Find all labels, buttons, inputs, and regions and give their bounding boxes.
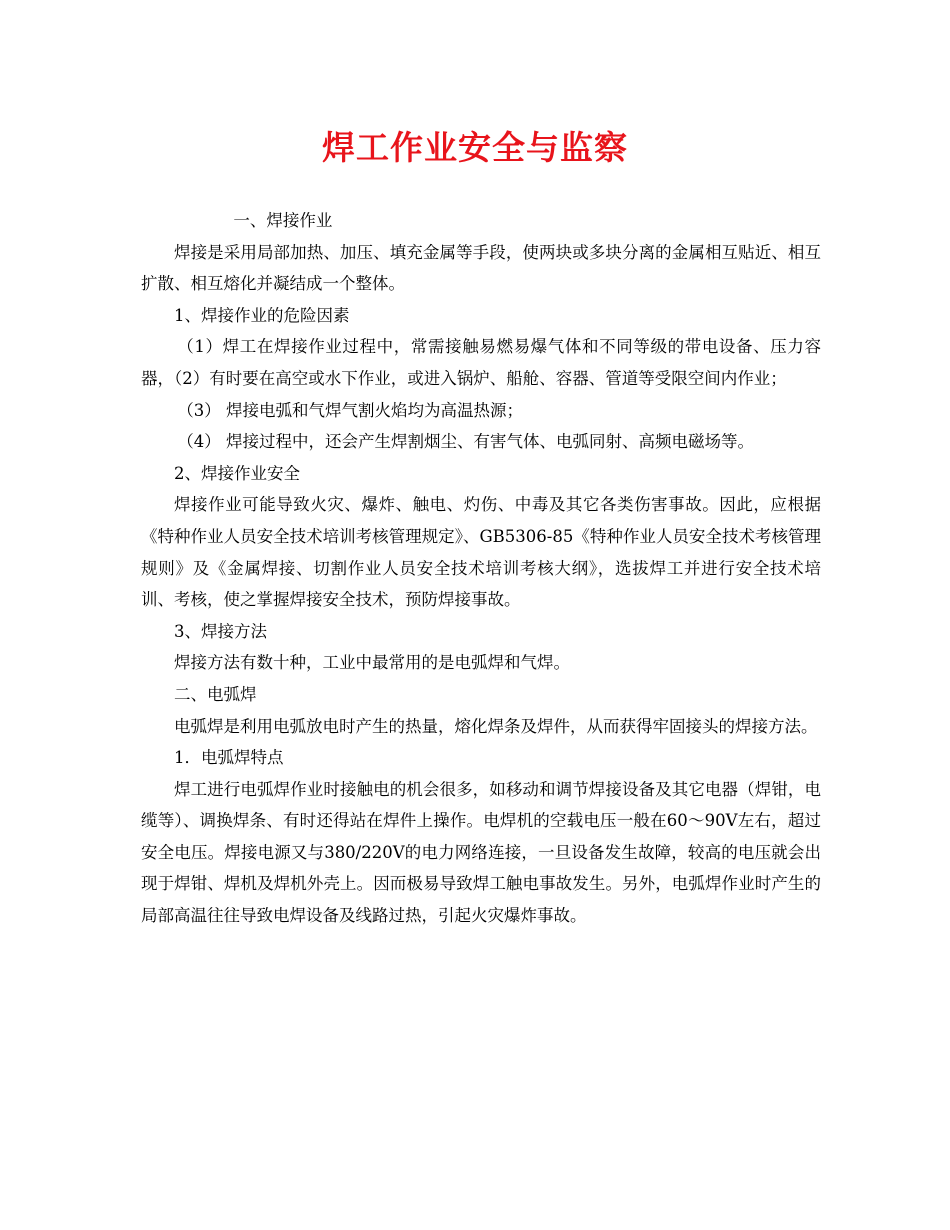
- document-title: 焊工作业安全与监察: [322, 128, 628, 167]
- paragraph-hazard-4: （4） 焊接过程中，还会产生焊割烟尘、有害气体、电弧同射、高频电磁场等。: [177, 432, 755, 452]
- paragraph-welding-safety: 焊接作业可能导致火灾、爆炸、触电、灼伤、中毒及其它各类伤害事故。因此，应根据《特种作业人员安全技术培训考核管理规定》、GB5306-85《特种作业人员安全技术考核管理规则》及《金属焊接、切割作业人员安全技术培训考核大纲》，选拔焊工并进行安全技术培训、考核，使之掌握焊接安全技术，预防焊接事故。: [141, 495, 821, 610]
- paragraph-arc-welding-definition: 电弧焊是利用电弧放电时产生的热量，熔化焊条及焊件，从而获得牢固接头的焊接方法。: [174, 716, 818, 736]
- subheading-hazard-factors: 1、焊接作业的危险因素: [174, 305, 350, 325]
- paragraph-welding-definition: 焊接是采用局部加热、加压、填充金属等手段，使两块或多块分离的金属相互贴近、相互扩散、相互熔化并凝结成一个整体。: [141, 242, 821, 294]
- paragraph-hazard-1-2: （1）焊工在焊接作业过程中，常需接触易燃易爆气体和不同等级的带电设备、压力容器，（2）有时要在高空或水下作业，或进入锅炉、船舱、容器、管道等受限空间内作业；: [141, 337, 821, 388]
- paragraph-welding-methods: 焊接方法有数十种，工业中最常用的是电弧焊和气焊。: [174, 653, 570, 673]
- paragraph-hazard-3: （3） 焊接电弧和气焊气割火焰均为高温热源；: [177, 400, 524, 420]
- section-heading-arc-welding: 二、电弧焊: [174, 684, 257, 704]
- section-heading-welding-work: 一、焊接作业: [233, 211, 333, 230]
- document-body: [141, 205, 821, 932]
- subheading-welding-safety: 2、焊接作业安全: [174, 463, 300, 483]
- paragraph-arc-welding-features: 焊工进行电弧焊作业时接触电的机会很多，如移动和调节焊接设备及其它电器（焊钳，电缆等）、调换焊条、有时还得站在焊件上操作。电焊机的空载电压一般在60～90V左右，超过安全电压。焊接电源又与380/220V的电力网络连接，一旦设备发生故障，较高的电压就会出现于焊钳、焊机及焊机外壳上。因而极易导致焊工触电事故发生。另外，电弧焊作业时产生的局部高温往往导致电焊设备及线路过热，引起火灾爆炸事故。: [141, 779, 821, 926]
- subheading-welding-methods: 3、焊接方法: [174, 621, 267, 641]
- subheading-arc-welding-features: 1．电弧焊特点: [174, 748, 284, 768]
